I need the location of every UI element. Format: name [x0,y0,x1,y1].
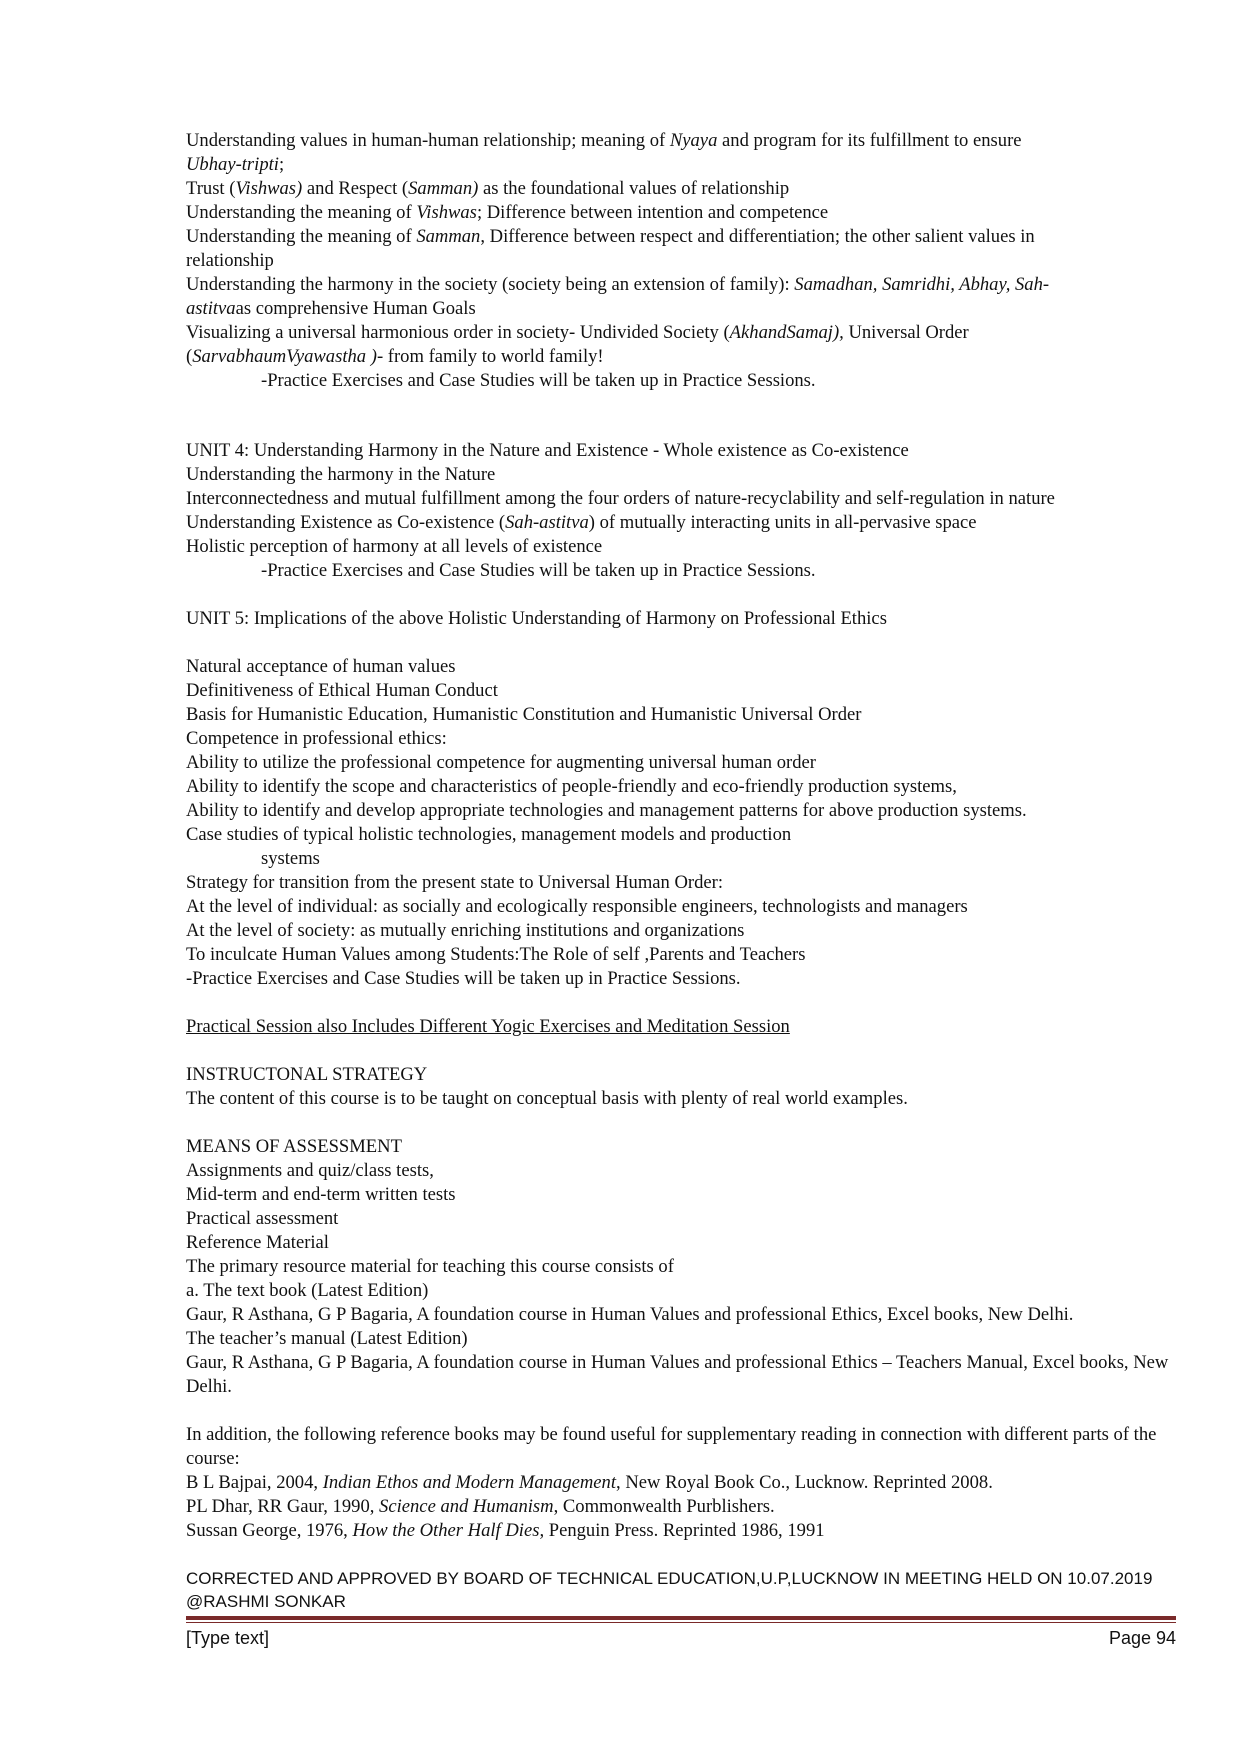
text-line: Strategy for transition from the present state to Universal Human Order: [186,872,724,893]
footer-left-text: [Type text] [186,1628,270,1648]
footer-rule-thick [186,1616,1176,1620]
text-line: Understanding the harmony in the Nature [186,464,496,485]
text-line: The teacher’s manual (Latest Edition) [186,1328,468,1349]
text-line: Trust (Vishwas) and Respect (Samman) as the foundational values of relationship [186,178,790,199]
text-line: Understanding values in human-human relationship; meaning of Nyaya and program for its fulfillment to ensure [186,130,1022,151]
text-line: Assignments and quiz/class tests, [186,1160,434,1181]
document-body [186,129,1176,1543]
text-line: Natural acceptance of human values [186,656,456,677]
text-line: Understanding Existence as Co-existence (Sah-astitva) of mutually interacting units in all-pervasive space [186,512,977,533]
assessment-heading: MEANS OF ASSESSMENT [186,1136,402,1157]
practice-note: -Practice Exercises and Case Studies will be taken up in Practice Sessions. [186,968,741,989]
text-line: The content of this course is to be taught on conceptual basis with plenty of real world examples. [186,1088,908,1109]
text-line: Visualizing a universal harmonious order in society- Undivided Society (AkhandSamaj), Universal Order [186,322,969,343]
reference-item: B L Bajpai, 2004, Indian Ethos and Modern Management, New Royal Book Co., Lucknow. Reprinted 2008. [186,1472,993,1493]
unit-5-heading: UNIT 5: Implications of the above Holistic Understanding of Harmony on Professional Ethics [186,608,887,629]
approval-note: CORRECTED AND APPROVED BY BOARD OF TECHNICAL EDUCATION,U.P,LUCKNOW IN MEETING HELD ON 10.07.2019 @RASHMI SONKAR [186,1569,1153,1611]
text-line: Understanding the harmony in the society (society being an extension of family): Samadhan, Samridhi, Abhay, Sah- [186,274,1050,295]
text-line: Practical assessment [186,1208,339,1229]
text-line: Reference Material [186,1232,329,1253]
text-line: relationship [186,250,274,271]
text-line: Interconnectedness and mutual fulfillment among the four orders of nature-recyclability and self-regulation in nature [186,488,1055,509]
text-line: Ability to identify and develop appropriate technologies and management patterns for above production systems. [186,800,1027,821]
text-line: Mid-term and end-term written tests [186,1184,456,1205]
text-line: Understanding the meaning of Samman, Difference between respect and differentiation; the other salient values in [186,226,1035,247]
text-line: To inculcate Human Values among Students:The Role of self ,Parents and Teachers [186,944,806,965]
text-line: Competence in professional ethics: [186,728,447,749]
text-line: Definitiveness of Ethical Human Conduct [186,680,498,701]
text-line: Gaur, R Asthana, G P Bagaria, A foundation course in Human Values and professional Ethics, Excel books, New Delhi. [186,1304,1074,1325]
reference-item: Sussan George, 1976, How the Other Half Dies, Penguin Press. Reprinted 1986, 1991 [186,1520,825,1541]
unit-4-heading: UNIT 4: Understanding Harmony in the Nature and Existence - Whole existence as Co-existence [186,440,909,461]
practice-note: -Practice Exercises and Case Studies will be taken up in Practice Sessions. [261,370,816,391]
text-line: Case studies of typical holistic technologies, management models and production [186,824,792,845]
text-line: Holistic perception of harmony at all levels of existence [186,536,603,557]
text-line: Understanding the meaning of Vishwas; Difference between intention and competence [186,202,829,223]
text-line: a. The text book (Latest Edition) [186,1280,429,1301]
text-line: Basis for Humanistic Education, Humanistic Constitution and Humanistic Universal Order [186,704,862,725]
text-line: At the level of society: as mutually enriching institutions and organizations [186,920,745,941]
text-line: (SarvabhaumVyawastha )- from family to world family! [186,346,604,367]
text-line: astitvaas comprehensive Human Goals [186,298,476,319]
strategy-heading: INSTRUCTONAL STRATEGY [186,1064,428,1085]
text-line: Gaur, R Asthana, G P Bagaria, A foundation course in Human Values and professional Ethics – Teachers Manual, Excel books, New Delhi. [186,1352,1169,1397]
reference-item: PL Dhar, RR Gaur, 1990, Science and Humanism, Commonwealth Purblishers. [186,1496,775,1517]
practical-session-note: Practical Session also Includes Different Yogic Exercises and Meditation Session [186,1016,790,1037]
text-line: Ability to identify the scope and characteristics of people-friendly and eco-friendly production systems, [186,776,957,797]
references-intro: In addition, the following reference books may be found useful for supplementary reading in connection with different parts of the course: [186,1424,1157,1469]
text-line: Ability to utilize the professional competence for augmenting universal human order [186,752,816,773]
text-line: At the level of individual: as socially and ecologically responsible engineers, technologists and managers [186,896,968,917]
text-line: systems [261,848,320,869]
text-line: Ubhay-tripti; [186,154,285,175]
text-line: The primary resource material for teaching this course consists of [186,1256,674,1277]
footer-rule-thin [186,1622,1176,1623]
page-number: Page 94 [1108,1628,1176,1648]
practice-note: -Practice Exercises and Case Studies will be taken up in Practice Sessions. [261,560,816,581]
